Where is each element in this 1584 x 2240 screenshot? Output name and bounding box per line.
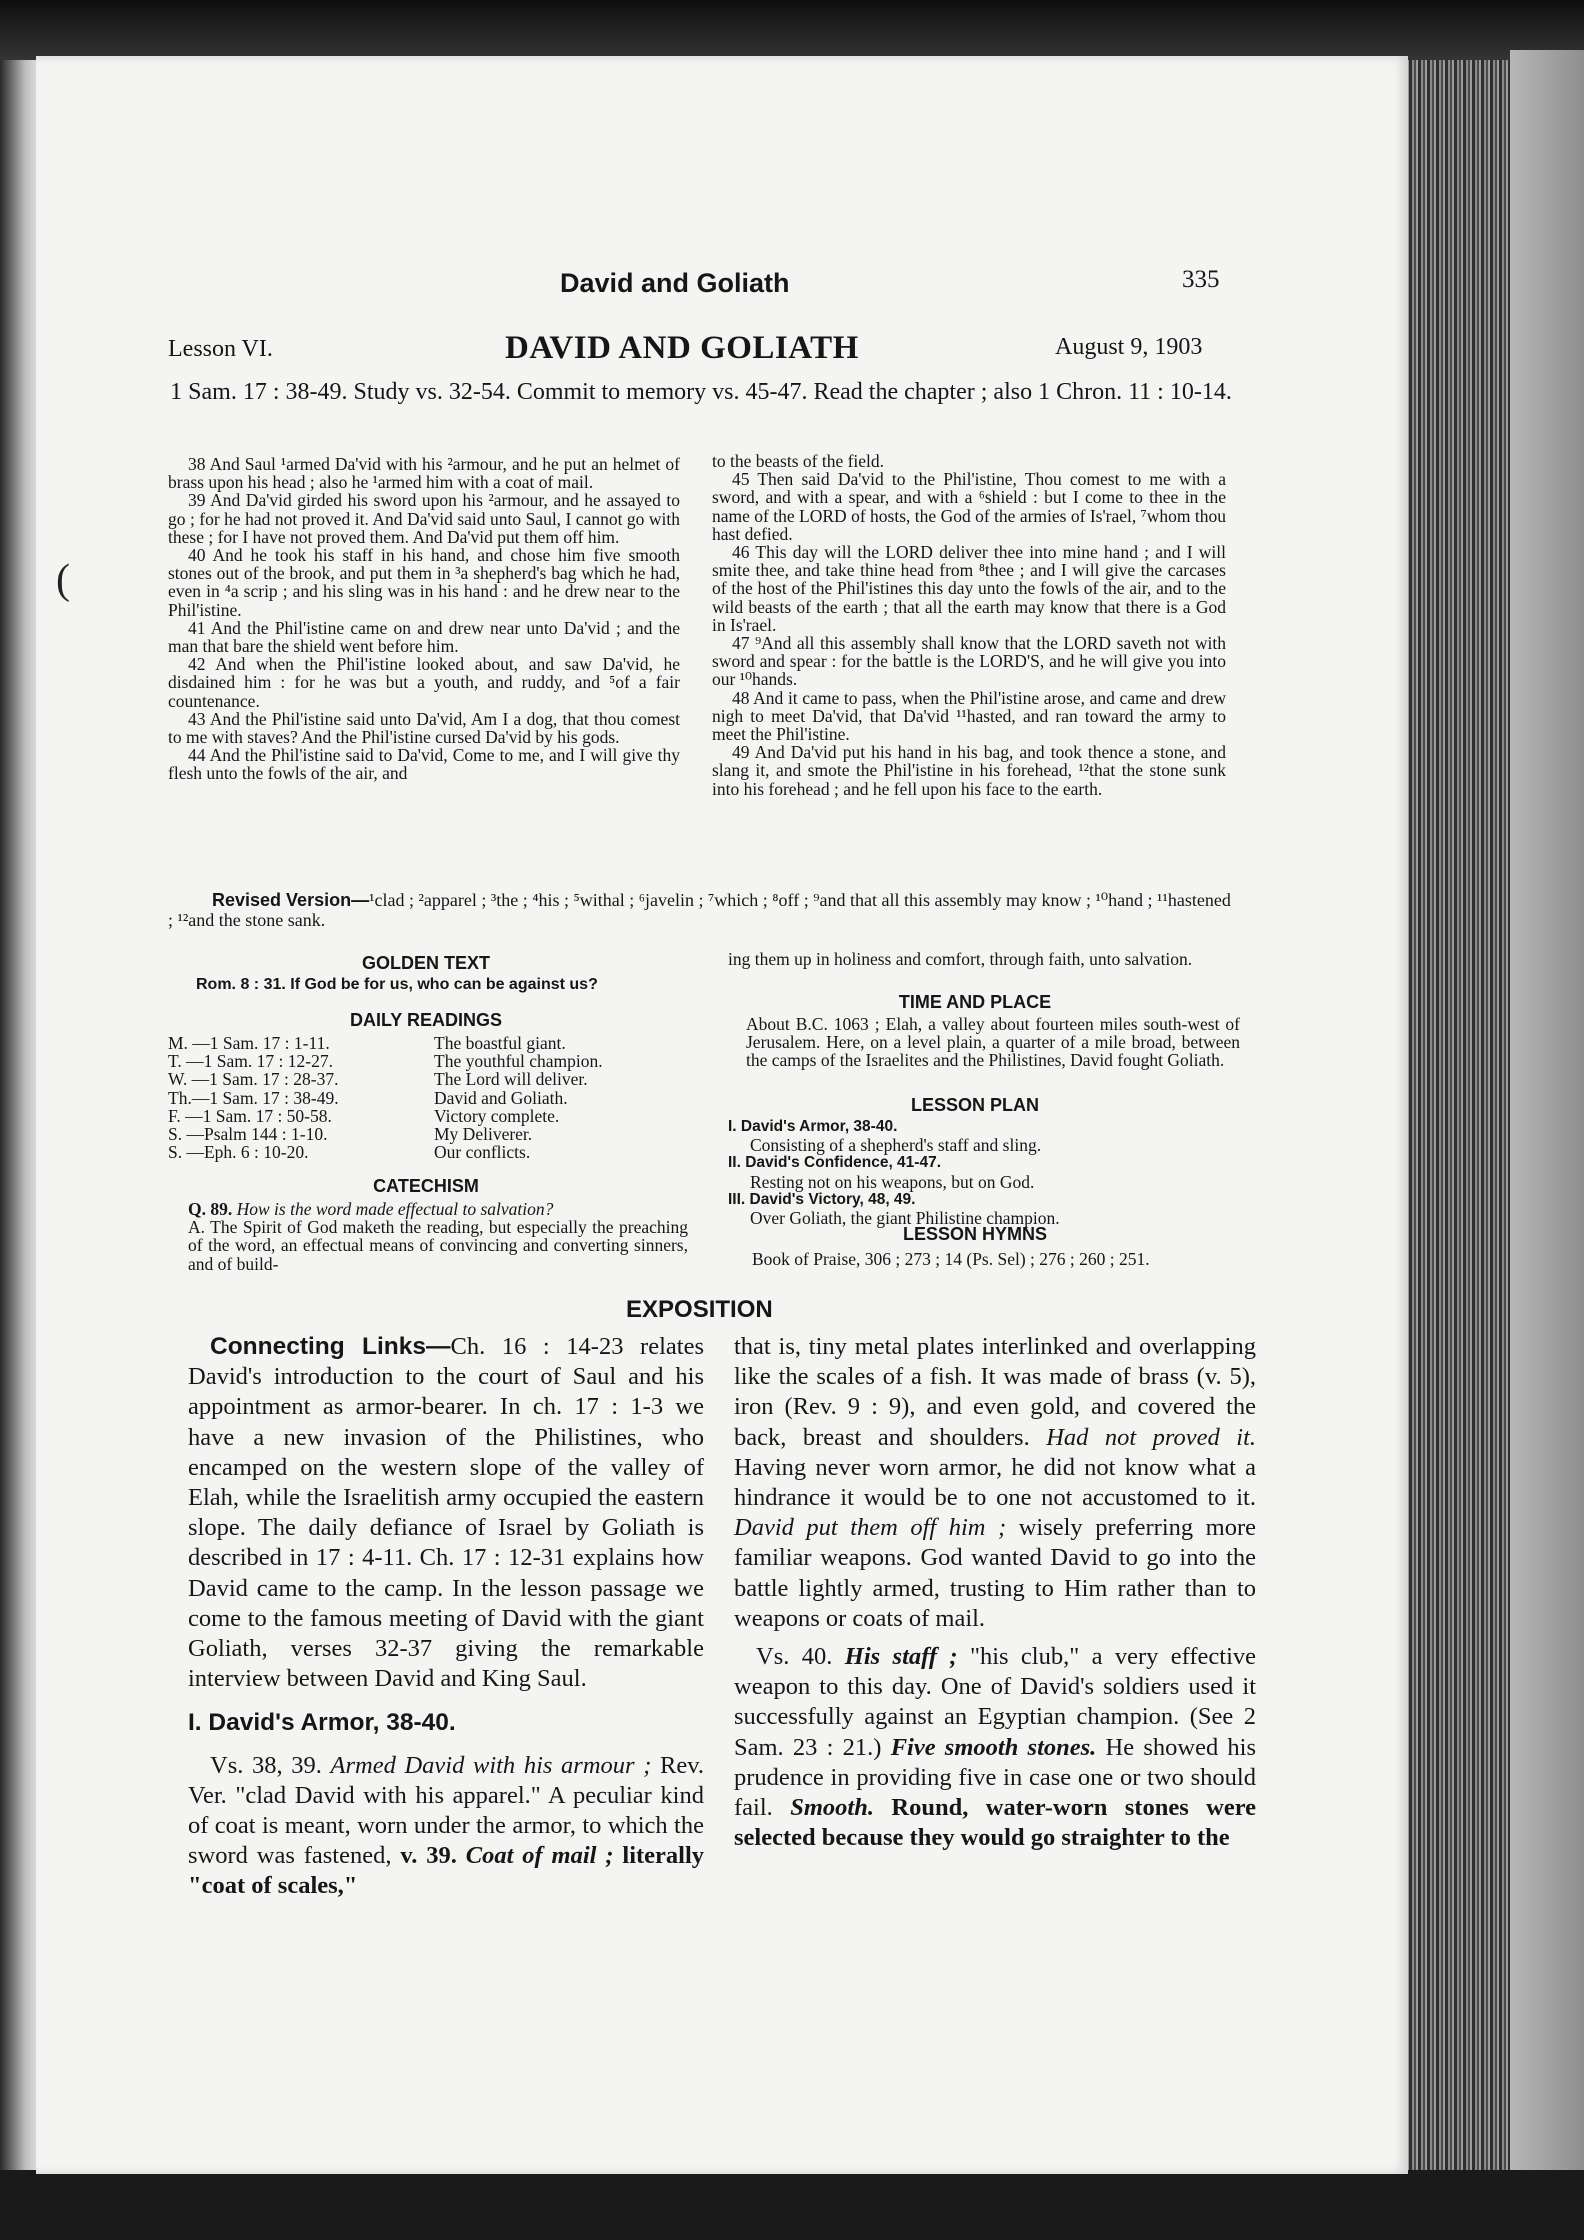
lesson-number: Lesson VI. [168, 336, 273, 362]
quoted-phrase: Five smooth stones. [890, 1733, 1097, 1761]
quoted-phrase: David put them off him ; [734, 1514, 1007, 1542]
exposition-left-column [188, 1332, 704, 1902]
revised-version-label: Revised Version— [212, 890, 370, 910]
verse-ref: v. 39. [400, 1842, 457, 1870]
question-text: How is the word made effectual to salvation? [236, 1199, 554, 1219]
reading-title: My Deliverer. [434, 1124, 533, 1145]
verse-44-continued: to the beasts of the field. [712, 451, 885, 471]
catechism-question [188, 1200, 688, 1218]
verse-46: 46 This day will the LORD deliver thee into mine hand ; and I will smite thee, and take thine head from ⁸thee ; and I will give the carcases of the host of the Phil'istines this day unto the fowls of the air, and to the wild beasts of the earth ; that all the earth may know that there is a God in Is'rael. [712, 542, 1226, 635]
lesson-hymns-heading: LESSON HYMNS [902, 1224, 1048, 1244]
time-and-place-heading: TIME AND PLACE [898, 992, 1052, 1012]
reading-row [168, 1052, 688, 1070]
reading-row [168, 1107, 688, 1125]
lesson-date: August 9, 1903 [1055, 334, 1203, 360]
reading-ref: W. —1 Sam. 17 : 28-37. [168, 1069, 339, 1090]
lesson-title: DAVID AND GOLIATH [505, 330, 859, 366]
connecting-links-text: Ch. 16 : 14-23 relates David's introduction to the court of Saul and his appointment as armor-bearer. In ch. 17 : 1-3 we have a new invasion of the Philistines, who encamped on the western slope of the valley of Elah, while the Israelitish army occupied the eastern slope. The daily defiance of Israel by Goliath is described in 17 : 4-11. Ch. 17 : 12-31 explains how David came to the camp. In the lesson passage we come to the famous meeting of David with the giant Goliath, verses 32-37 giving the remarkable interview between David and King Saul. [188, 1333, 704, 1693]
reading-ref: M. —1 Sam. 17 : 1-11. [168, 1033, 330, 1053]
reading-title: Victory complete. [434, 1105, 560, 1126]
plan-item-title: I. David's Armor, 38-40. [728, 1118, 898, 1135]
plan-item-desc: Consisting of a shepherd's staff and sling. [750, 1135, 1042, 1156]
paragraph-text: that is, tiny metal plates interlinked and overlapping like the scales of a fish. It was made of brass (v. 5), iron (Rev. 9 : 9), and even gold, and covered the back, breast and shoulders. [734, 1333, 1256, 1451]
quoted-phrase: Had not proved it. [1046, 1423, 1256, 1451]
armor-paragraph-continued [734, 1332, 1256, 1634]
quoted-phrase: Coat of mail ; [465, 1842, 614, 1870]
reading-row [168, 1143, 688, 1161]
verse-38: 38 And Saul ¹armed Da'vid with his ²armour, and he put an helmet of brass upon his head ; also he ¹armed him with a coat of mail. [168, 454, 680, 493]
section-heading: I. David's Armor, 38-40. [188, 1709, 456, 1737]
verse-49: 49 And Da'vid put his hand in his bag, and took thence a stone, and slang it, and smote the Phil'istine in his forehead, ¹²that the stone sunk into his forehead ; and he fell upon his face to the earth. [712, 742, 1226, 799]
verse-45: 45 Then said Da'vid to the Phil'istine, Thou comest to me with a sword, and with a spear, and with a ⁶shield : but I come to thee in the name of the LORD of hosts, the God of the armies of Is'rael, ⁷whom thou hast defied. [712, 469, 1226, 544]
reading-title: David and Goliath. [434, 1087, 568, 1108]
verse-47: 47 ⁹And all this assembly shall know that the LORD saveth not with sword and spear : for the battle is the LORD'S, and he will give you into our ¹⁰hands. [712, 633, 1226, 690]
lesson-plan-list [728, 1118, 1238, 1227]
verse-ref: Vs. 38, 39. [210, 1751, 322, 1779]
paragraph-text: wisely preferring more familiar weapons. God wanted David to go into the battle lightly armed, trusting to Him rather than to weapons or coats of mail. [734, 1514, 1257, 1632]
plan-item-title: III. David's Victory, 48, 49. [728, 1190, 916, 1208]
paragraph-text: He showed his prudence in providing five in case one or two should fail. [734, 1733, 1257, 1822]
plan-item-desc: Over Goliath, the giant Philistine champion. [750, 1208, 1060, 1229]
paragraph-text: literally "coat of scales," [188, 1842, 705, 1900]
facing-page-edge [0, 60, 36, 2180]
reading-row [168, 1070, 688, 1088]
scripture-verses-left [168, 455, 680, 783]
quoted-phrase: Armed David with his armour ; [330, 1751, 652, 1779]
verse-39: 39 And Da'vid girded his sword upon his ²armour, and he assayed to go ; for he had not proved it. And Da'vid said unto Saul, I cannot go with these ; for I have not proved them. And Da'vid put them off him. [168, 490, 680, 547]
staff-paragraph [734, 1642, 1256, 1853]
reading-ref: T. —1 Sam. 17 : 12-27. [168, 1051, 333, 1072]
golden-text-heading: GOLDEN TEXT [361, 953, 490, 973]
paragraph-text: Rev. Ver. "clad David with his apparel." A peculiar kind of coat is meant, worn under the armor, to which the sword was fastened, [188, 1751, 704, 1870]
catechism-answer-continued: ing them up in holiness and comfort, through faith, unto salvation. [728, 949, 1193, 969]
daily-readings-heading: DAILY READINGS [349, 1010, 503, 1030]
paragraph-text: Round, water-worn stones were selected because they would go straighter to the [734, 1794, 1257, 1852]
revised-version-notes [168, 890, 1234, 930]
connecting-links-label: Connecting Links— [210, 1333, 451, 1360]
verse-ref: Vs. 40. [756, 1643, 833, 1671]
photo-background-bottom [0, 2170, 1584, 2240]
reading-title: Our conflicts. [434, 1142, 531, 1163]
exposition-heading: EXPOSITION [626, 1296, 773, 1323]
paragraph-text: Having never worn armor, he did not know what a hindrance it would be to one not accustomed to it. [734, 1453, 1256, 1512]
connecting-links-paragraph [188, 1332, 704, 1694]
reading-row [168, 1089, 688, 1107]
verse-40: 40 And he took his staff in his hand, and chose him five smooth stones out of the brook, and put them in ³a shepherd's bag which he had, even in ⁴a scrip ; and his sling was in his hand : and he drew near to the Phil'istine. [168, 545, 680, 620]
verse-41: 41 And the Phil'istine came on and drew near unto Da'vid ; and the man that bare the shield went before him. [168, 617, 680, 657]
revised-version-text: ¹clad ; ²apparel ; ³the ; ⁴his ; ⁵withal ; ⁶javelin ; ⁷which ; ⁸off ; ⁹and that all this assembly may know ; ¹⁰hand ; ¹¹hastened ; ¹²and the stone sank. [168, 890, 1231, 930]
lesson-hymns-text: Book of Praise, 306 ; 273 ; 14 (Ps. Sel) ; 276 ; 260 ; 251. [752, 1249, 1150, 1269]
exposition-right-column [734, 1332, 1256, 1853]
scripture-verses-right [712, 452, 1226, 798]
verse-44: 44 And the Phil'istine said to Da'vid, Come to me, and I will give thy flesh unto the fowls of the air, and [168, 745, 680, 784]
catechism-answer: A. The Spirit of God maketh the reading, but especially the preaching of the word, an effectual means of convincing and converting sinners, and of build- [188, 1217, 688, 1274]
running-title: David and Goliath [560, 268, 790, 298]
reading-ref: S. —Eph. 6 : 10-20. [168, 1142, 309, 1163]
reading-ref: Th.—1 Sam. 17 : 38-49. [168, 1087, 339, 1108]
scripture-reference: 1 Sam. 17 : 38-49. Study vs. 32-54. Commit to memory vs. 45-47. Read the chapter ; also 1 Chron. 11 : 10-14. [170, 379, 1232, 405]
page-number: 335 [1182, 266, 1220, 293]
armor-paragraph [188, 1751, 704, 1902]
reading-title: The Lord will deliver. [434, 1069, 588, 1090]
verse-42: 42 And when the Phil'istine looked about, and saw Da'vid, he disdained him : for he was but a youth, and ruddy, and ⁵of a fair countenance. [168, 654, 680, 711]
question-label: Q. 89. [188, 1199, 233, 1219]
reading-row [168, 1034, 688, 1052]
verse-43: 43 And the Phil'istine said unto Da'vid, Am I a dog, that thou comest to me with staves? And the Phil'istine cursed Da'vid by his gods. [168, 708, 680, 748]
golden-text: Rom. 8 : 31. If God be for us, who can be against us? [196, 976, 598, 993]
reading-ref: F. —1 Sam. 17 : 50-58. [168, 1105, 332, 1126]
daily-readings-list [168, 1034, 688, 1161]
reading-ref: S. —Psalm 144 : 1-10. [168, 1124, 328, 1145]
paragraph-text: "his club," a very effective weapon to this day. One of David's soldiers used it successfully against an Egyptian champion. (See 2 Sam. 23 : 21.) [734, 1643, 1257, 1761]
catechism-heading: CATECHISM [373, 1176, 479, 1196]
lesson-plan-heading: LESSON PLAN [910, 1095, 1039, 1115]
quoted-phrase: Smooth. [790, 1794, 874, 1822]
reading-row [168, 1125, 688, 1143]
reading-title: The boastful giant. [434, 1033, 566, 1053]
reading-title: The youthful champion. [434, 1051, 603, 1072]
margin-mark: ( [56, 557, 70, 603]
catechism-text [188, 1200, 688, 1273]
plan-item-desc: Resting not on his weapons, but on God. [750, 1171, 1035, 1192]
book-cover-edge [1510, 50, 1584, 2170]
time-and-place-text: About B.C. 1063 ; Elah, a valley about fourteen miles south-west of Jerusalem. Here, on a level plain, a quarter of a mile broad, between the camps of the Israelites and the Philistines, David fought Goliath. [746, 1014, 1240, 1071]
plan-item-title: II. David's Confidence, 41-47. [728, 1154, 942, 1172]
verse-48: 48 And it came to pass, when the Phil'istine arose, and came and drew nigh to meet Da'vid, that Da'vid ¹¹hasted, and ran toward the army to meet the Phil'istine. [712, 687, 1226, 745]
quoted-phrase: His staff ; [844, 1643, 958, 1671]
